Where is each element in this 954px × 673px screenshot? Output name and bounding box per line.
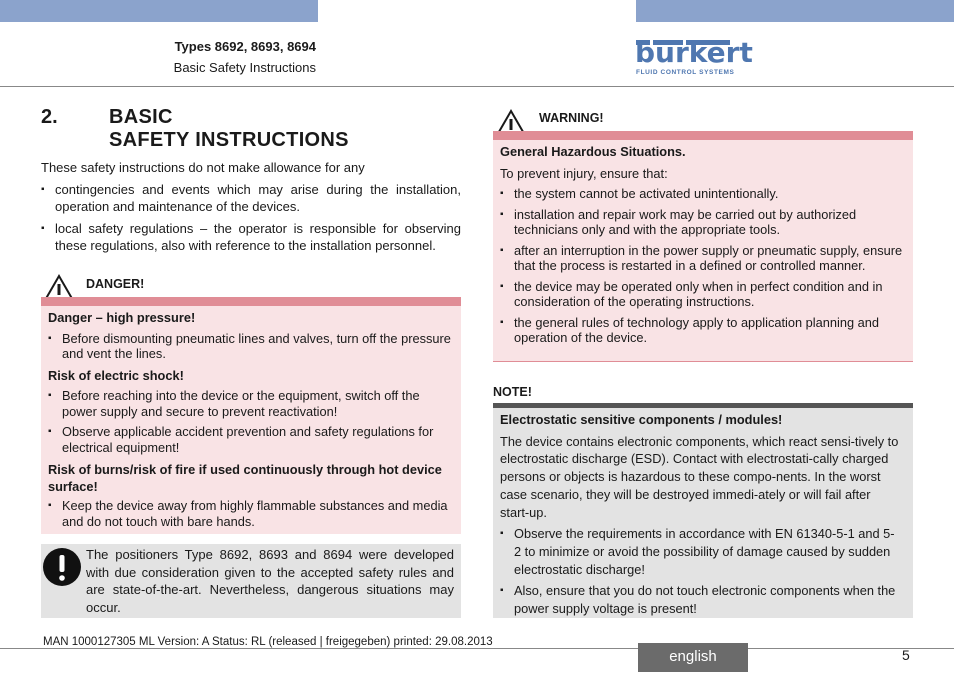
list-item: ▪ Keep the device away from highly flammable substances and media and do not touch with bare hands. <box>48 498 453 529</box>
warning-box <box>493 140 913 361</box>
header-bar-right <box>636 0 954 22</box>
header-bar-left <box>0 0 318 22</box>
danger-heading-shock: Risk of electric shock! <box>48 367 184 383</box>
list-item: ▪ the general rules of technology apply to application planning and operation of the device. <box>500 315 903 346</box>
warning-intro: To prevent injury, ensure that: <box>500 165 668 181</box>
note-heading: Electrostatic sensitive components / modules! <box>500 412 783 427</box>
note-label: NOTE! <box>493 385 532 399</box>
danger-label: DANGER! <box>86 277 145 291</box>
list-item: ▪ installation and repair work may be carried out by authorized technicians only and with the appropriate tools. <box>500 207 903 238</box>
list-item: ▪ local safety regulations – the operator is responsible for observing these regulations, also with reference to the installation personnel. <box>41 220 461 254</box>
info-text: The positioners Type 8692, 8693 and 8694 were developed with due consideration given to the accepted safety rules and are state-of-the-art. Nevertheless, dangerous situations may occur. <box>86 547 454 615</box>
document-title: Types 8692, 8693, 8694 <box>174 39 316 54</box>
document-subtitle: Basic Safety Instructions <box>173 60 316 75</box>
list-item: ▪ the system cannot be activated unintentionally. <box>500 186 903 202</box>
list-item: ▪ Before reaching into the device or the equipment, switch off the power supply and secure to prevent reactivation! <box>48 388 453 419</box>
intro-text: These safety instructions do not make allowance for any <box>41 160 365 175</box>
note-body: The device contains electronic components, which react sensi-tively to electrostatic discharge (ESD). Contact with electrostati-cally charged persons or objects is hazardous to these compo-nents. In the worst case scenario, they will be destroyed immedi-ately or will fail after start-up. <box>500 433 899 520</box>
intro-list <box>41 181 461 254</box>
footer-meta: MAN 1000127305 ML Version: A Status: RL (released | freigegeben) printed: 29.08.2013 <box>43 636 493 648</box>
warning-bottom-line <box>493 361 913 362</box>
list-item: ▪ Also, ensure that you do not touch electronic components when the power supply voltage is present! <box>500 582 899 617</box>
danger-heading-burns: Risk of burns/risk of fire if used continuously through hot device surface! <box>48 462 442 494</box>
list-item: ▪ the device may be operated only when in perfect condition and in consideration of the operating instructions. <box>500 279 903 310</box>
logo-tagline: FLUID CONTROL SYSTEMS <box>636 69 735 76</box>
list-item: ▪ contingencies and events which may arise during the installation, operation and maintenance of the devices. <box>41 181 461 215</box>
list-item: ▪ Observe the requirements in accordance with EN 61340-5-1 and 5-2 to minimize or avoid the possibility of damage caused by sudden electrostatic discharge! <box>500 525 899 578</box>
language-tab: english <box>638 643 748 672</box>
section-title: BASIC SAFETY INSTRUCTIONS <box>109 106 349 151</box>
footer-divider <box>0 648 954 649</box>
section-number: 2. <box>41 106 58 128</box>
danger-bar <box>41 297 461 306</box>
danger-heading-pressure: Danger – high pressure! <box>48 310 196 325</box>
note-box <box>493 408 913 618</box>
page-number: 5 <box>902 647 910 663</box>
list-item: ▪ Observe applicable accident prevention and safety regulations for electrical equipment! <box>48 424 453 455</box>
list-item: ▪ after an interruption in the power supply or pneumatic supply, ensure that the process is restarted in a defined or controlled manner. <box>500 243 903 274</box>
list-item: ▪ Before dismounting pneumatic lines and valves, turn off the pressure and vent the lines. <box>48 331 453 362</box>
warning-heading: General Hazardous Situations. <box>500 144 686 159</box>
intro-block <box>41 159 461 254</box>
danger-box <box>41 306 461 534</box>
warning-label: WARNING! <box>539 111 604 125</box>
warning-bar <box>493 131 913 140</box>
exclamation-circle-icon <box>42 547 82 587</box>
header-divider <box>0 86 954 87</box>
burkert-logo: bürkert <box>635 36 753 69</box>
